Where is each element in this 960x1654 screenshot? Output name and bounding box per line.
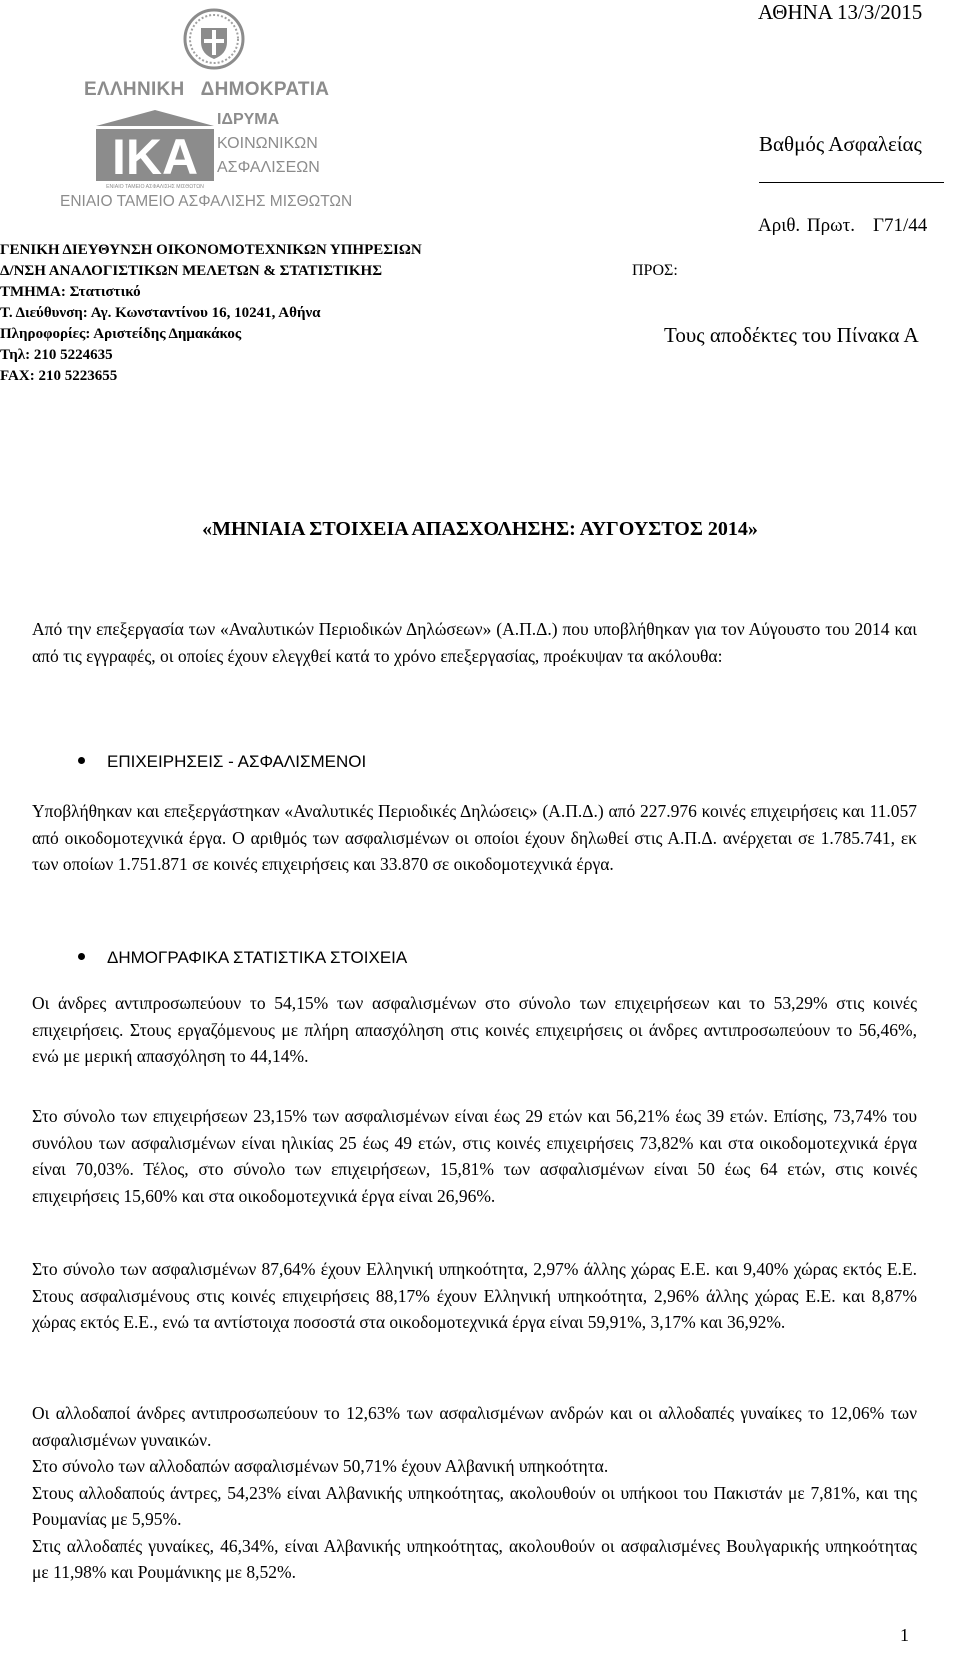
department-line-1: ΓΕΝΙΚΗ ΔΙΕΥΘΥΝΣΗ ΟΙΚΟΝΟΜΟΤΕΧΝΙΚΩΝ ΥΠΗΡΕΣΙΩΝ <box>0 242 422 258</box>
recipients: Τους αποδέκτες του Πίνακα Α <box>664 323 919 347</box>
fax-line: FAX: 210 5223655 <box>0 368 118 384</box>
protocol-number: Γ71/44 <box>873 215 928 236</box>
bullet-icon <box>78 757 85 764</box>
institute-name <box>217 108 320 180</box>
fund-name: ΕΝΙΑΙΟ ΤΑΜΕΙΟ ΑΣΦΑΛΙΣΗΣ ΜΙΣΘΩΤΩΝ <box>60 193 353 210</box>
phone-line: Τηλ: 210 5224635 <box>0 347 113 363</box>
demographics-paragraph-2 <box>32 1103 917 1209</box>
document-date: ΑΘΗΝΑ 13/3/2015 <box>758 0 923 24</box>
page-number: 1 <box>900 1625 909 1645</box>
paragraph-text: Στο σύνολο των ασφαλισμένων 87,64% έχουν Ελληνική υπηκοότητα, 2,97% άλλης χώρας Ε.Ε. και 9,40% χώρας εκτός Ε.Ε. Στους ασφαλισμένους στις κοινές επιχειρήσεις 88,17% έχουν Ελληνική υπηκοότητα, 2,96% άλλης χώρας Ε.Ε. και 8,87% χώρας εκτός Ε.Ε., ενώ τα αντίστοιχα ποσοστά στα οικοδομοτεχνικά έργα είναι 59,91%, 3,17% και 36,92%. <box>32 1259 917 1332</box>
department-line-3: ΤΜΗΜΑ: Στατιστικό <box>0 284 141 300</box>
greek-emblem-icon <box>183 8 245 70</box>
section-heading-enterprises <box>78 752 366 772</box>
security-level-label: Βαθμός Ασφαλείας <box>759 132 922 156</box>
intro-paragraph <box>32 616 917 669</box>
ika-logo-text: IKA <box>111 129 199 185</box>
institute-line-3: ΑΣΦΑΛΙΣΕΩΝ <box>217 159 320 176</box>
demographics-paragraph-4 <box>32 1400 917 1586</box>
institute-line-2: ΚΟΙΝΩΝΙΚΩΝ <box>217 135 318 152</box>
contact-person-line: Πληροφορίες: Αριστείδης Δημακάκος <box>0 326 242 342</box>
demographics-paragraph-3 <box>32 1256 917 1336</box>
section1-paragraph <box>32 798 917 878</box>
security-level-underline <box>759 182 944 183</box>
address-line: Τ. Διεύθυνση: Αγ. Κωνσταντίνου 16, 10241, Αθήνα <box>0 305 321 321</box>
paragraph-line: Στους αλλοδαπούς άντρες, 54,23% είναι Αλβανικής υπηκοότητας, ακολουθούν οι υπήκοοι του Πακιστάν με 7,81%, και της Ρουμανίας με 5,95%. <box>32 1482 917 1529</box>
bullet-icon <box>78 953 85 960</box>
section1-text: Υποβλήθηκαν και επεξεργάστηκαν «Αναλυτικές Περιοδικές Δηλώσεις» (Α.Π.Δ.) από 227.976 κοινές επιχειρήσεις και 11.057 από οικοδομοτεχνικά έργα. Ο αριθμός των ασφαλισμένων οι οποίοι έχουν δηλωθεί στις Α.Π.Δ. ανέρχεται σε 1.785.741, εκ των οποίων 1.751.871 σε κοινές επιχειρήσεις και 33.870 σε οικοδομοτεχνικά έργα. <box>32 801 917 874</box>
paragraph-text: Οι άνδρες αντιπροσωπεύουν το 54,15% των ασφαλισμένων στο σύνολο των επιχειρήσεων και το 53,29% στις κοινές επιχειρήσεις. Στους εργαζόμενους με πλήρη απασχόληση στις κοινές επιχειρήσεις οι άνδρες αντιπροσωπεύουν το 56,46%, ενώ με μερική απασχόληση το 44,14%. <box>32 993 917 1066</box>
republic-name: ΕΛΛΗΝΙΚΗ ΔΗΜΟΚΡΑΤΙΑ <box>84 79 330 100</box>
paragraph-line: Στο σύνολο των αλλοδαπών ασφαλισμένων 50,71% έχουν Αλβανική υπηκοότητα. <box>32 1456 609 1476</box>
to-label: ΠΡΟΣ: <box>632 262 678 279</box>
paragraph-line: Οι αλλοδαποί άνδρες αντιπροσωπεύουν το 12,63% των ασφαλισμένων ανδρών και οι αλλοδαπές γυναίκες το 12,06% των ασφαλισμένων γυναικών. <box>32 1403 917 1450</box>
demographics-paragraph-1 <box>32 990 917 1070</box>
paragraph-text: Στο σύνολο των επιχειρήσεων 23,15% των ασφαλισμένων είναι έως 29 ετών και 56,21% έως 39 ετών. Επίσης, 73,74% του συνόλου των ασφαλισμένων είναι ηλικίας 25 έως 49 ετών, στις κοινές επιχειρήσεις 73,82% και στα οικοδομοτεχνικά έργα είναι 70,03%. Τέλος, στο σύνολο των επιχειρήσεων, 15,81% των ασφαλισμένων είναι 50 έως 64 ετών, στις κοινές επιχειρήσεις 15,60% και στα οικοδομοτεχνικά έργα είναι 26,96%. <box>32 1106 917 1206</box>
document-title: «ΜΗΝΙΑΙΑ ΣΤΟΙΧΕΙΑ ΑΠΑΣΧΟΛΗΣΗΣ: ΑΥΓΟΥΣΤΟΣ 2014» <box>202 518 758 540</box>
section-heading-text: ΕΠΙΧΕΙΡΗΣΕΙΣ - ΑΣΦΑΛΙΣΜΕΝΟΙ <box>107 752 367 771</box>
section-heading-text: ΔΗΜΟΓΡΑΦΙΚΑ ΣΤΑΤΙΣΤΙΚΑ ΣΤΟΙΧΕΙΑ <box>107 948 408 967</box>
protocol-line <box>758 215 927 237</box>
institute-line-1: ΙΔΡΥΜΑ <box>217 111 280 128</box>
intro-text: Από την επεξεργασία των «Αναλυτικών Περιοδικών Δηλώσεων» (Α.Π.Δ.) που υποβλήθηκαν για τον Αύγουστο του 2014 και από τις εγγραφές, οι οποίες έχουν ελεγχθεί κατά το χρόνο επεξεργασίας, προέκυψαν τα ακόλουθα: <box>32 619 917 666</box>
section-heading-demographics <box>78 948 407 968</box>
department-block <box>0 240 422 387</box>
protocol-label: Αριθ. Πρωτ. <box>758 215 856 236</box>
ika-logo <box>96 110 214 190</box>
paragraph-line: Στις αλλοδαπές γυναίκες, 46,34%, είναι Αλβανικής υπηκοότητας, ακολουθούν οι ασφαλισμένες Βουλγαρικής υπηκοότητας με 11,98% και Ρουμάνικης με 8,52%. <box>32 1535 917 1582</box>
department-line-2: Δ/ΝΣΗ ΑΝΑΛΟΓΙΣΤΙΚΩΝ ΜΕΛΕΤΩΝ & ΣΤΑΤΙΣΤΙΚΗΣ <box>0 263 382 279</box>
ika-logo-caption: ΕΝΙΑΙΟ ΤΑΜΕΙΟ ΑΣΦΑΛΙΣΗΣ ΜΙΣΘΩΤΩΝ <box>106 184 204 190</box>
